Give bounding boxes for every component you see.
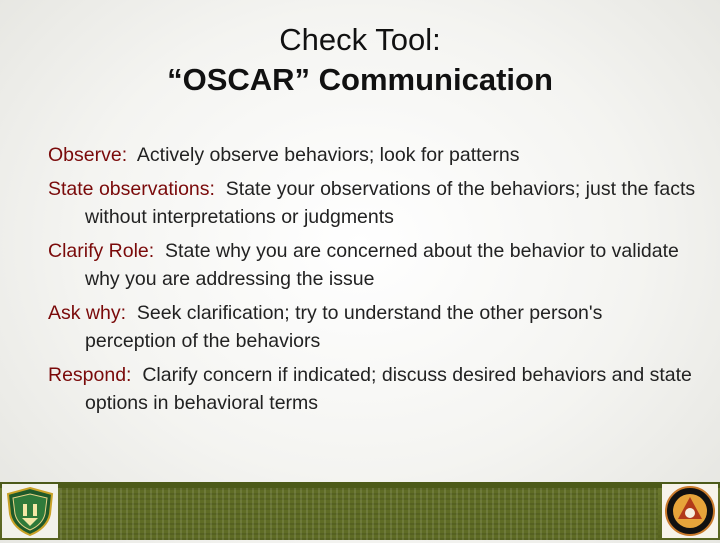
fire-safety-emblem-icon — [662, 484, 718, 538]
list-item-ask-why — [48, 299, 698, 355]
forest-service-shield-icon — [2, 484, 58, 538]
title-line-1: Check Tool: — [279, 22, 441, 57]
item-text: Clarify concern if indicated; discuss desired behaviors and state options in behavioral terms — [85, 364, 692, 414]
title-line-2: “OSCAR” Communication — [167, 62, 553, 97]
list-item-observe — [48, 141, 698, 169]
list-item-state-observations — [48, 175, 698, 231]
item-text: Actively observe behaviors; look for patterns — [136, 144, 520, 166]
list-item-respond — [48, 361, 698, 417]
item-text: Seek clarification; try to understand the other person's perception of the behaviors — [85, 302, 603, 352]
footer-bar — [0, 482, 720, 540]
item-label: Clarify Role: — [48, 240, 155, 262]
list-item-clarify-role — [48, 237, 698, 293]
item-text: State why you are concerned about the behavior to validate why you are addressing the issue — [85, 240, 679, 290]
item-label: Observe: — [48, 144, 128, 166]
item-text: State your observations of the behaviors; just the facts without interpretations or judgments — [85, 178, 696, 228]
footer-texture — [60, 488, 658, 540]
slide-title — [0, 20, 720, 100]
item-label: Respond: — [48, 364, 132, 386]
oscar-list — [48, 141, 698, 423]
item-label: State observations: — [48, 178, 215, 200]
item-label: Ask why: — [48, 302, 127, 324]
